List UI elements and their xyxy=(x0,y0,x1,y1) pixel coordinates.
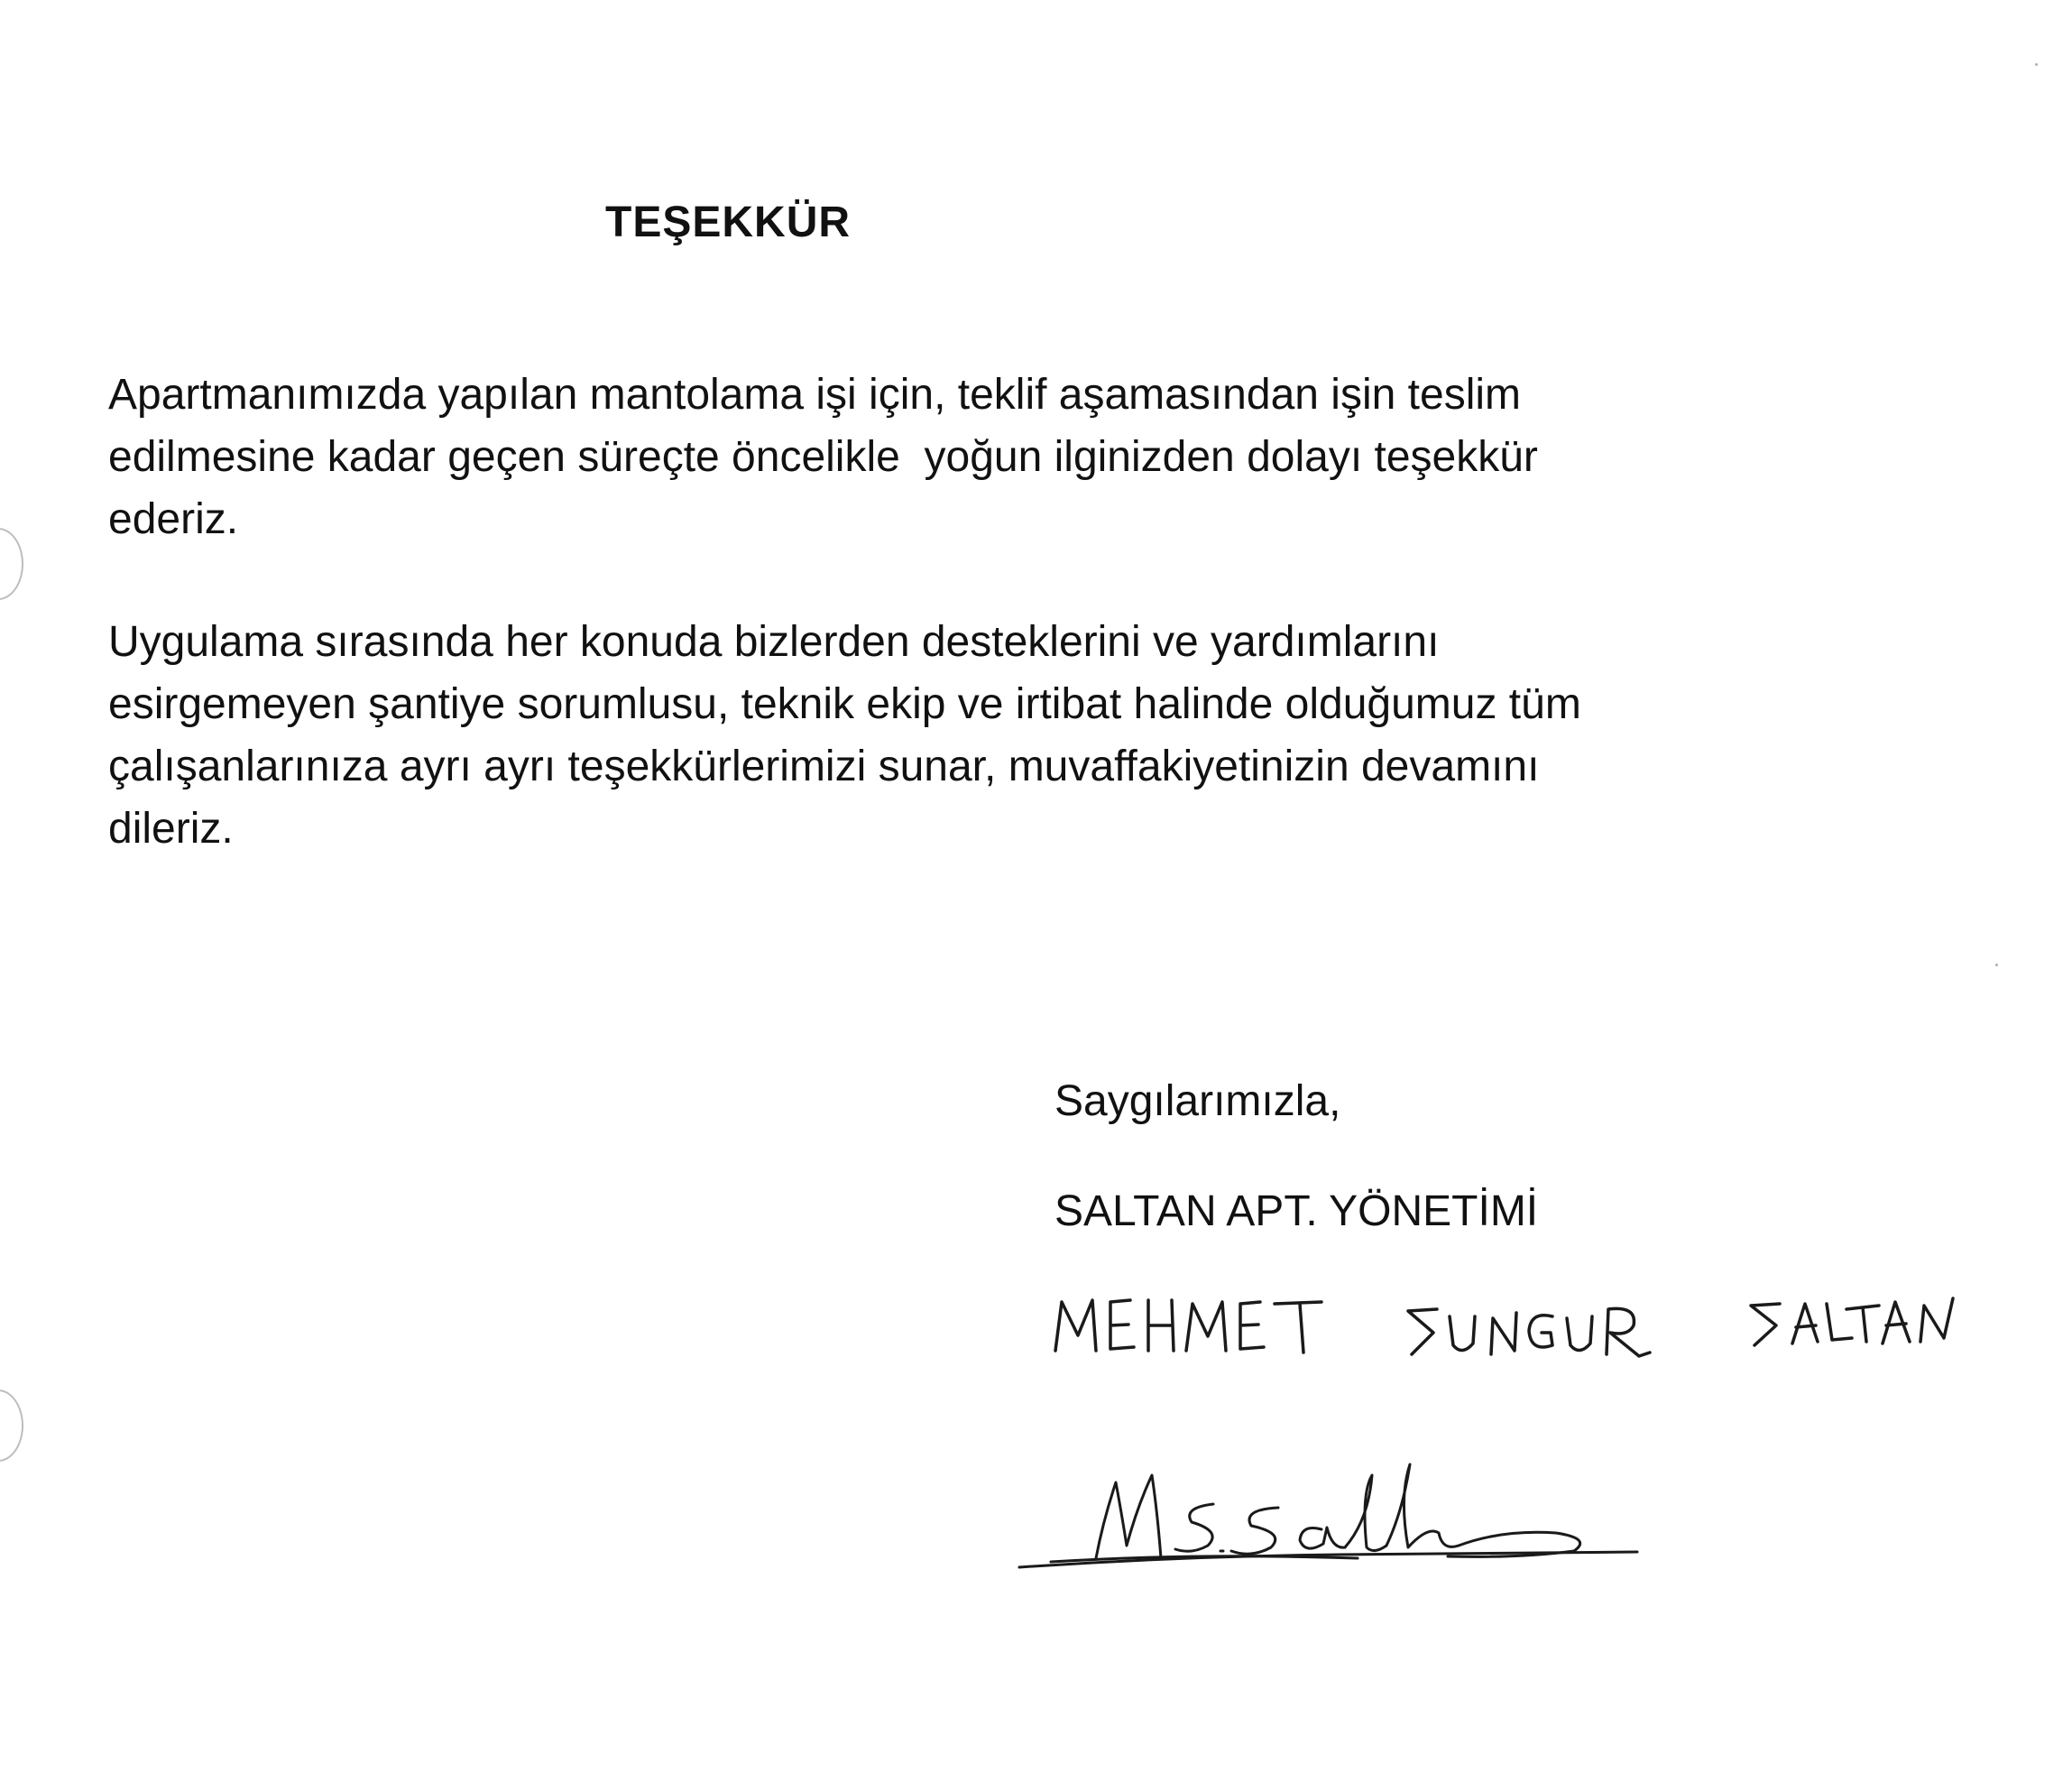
scan-speck xyxy=(1995,964,1998,966)
paragraph-1-line-1: Apartmanımızda yapılan mantolama işi için, teklif aşamasından işin teslim xyxy=(108,371,1521,419)
paragraph-2-line-3: çalışanlarınıza ayrı ayrı teşekkürlerimizi sunar, muvaffakiyetinizin devamını xyxy=(108,743,1540,790)
paragraph-1-line-3: ederiz. xyxy=(108,495,239,543)
punch-hole-top xyxy=(0,528,23,600)
paragraph-2-line-4: dileriz. xyxy=(108,805,234,853)
letter-paragraph-1 xyxy=(108,364,1538,550)
letter-paragraph-2 xyxy=(108,611,1581,860)
handwritten-name xyxy=(1051,1286,2007,1367)
closing-salutation: Saygılarımızla, xyxy=(1054,1077,1341,1125)
paragraph-2-line-2: esirgemeyen şantiye sorumlusu, teknik ekip ve irtibat halinde olduğumuz tüm xyxy=(108,680,1581,728)
scan-speck xyxy=(2035,63,2038,66)
sender-organization: SALTAN APT. YÖNETİMİ xyxy=(1054,1187,1539,1235)
paragraph-2-line-1: Uygulama sırasında her konuda bizlerden desteklerini ve yardımlarını xyxy=(108,618,1440,666)
punch-hole-bottom xyxy=(0,1389,23,1462)
letter-title: TEŞEKKÜR xyxy=(605,198,852,246)
signature xyxy=(1015,1457,1646,1593)
paragraph-1-line-2: edilmesine kadar geçen süreçte öncelikle yoğun ilginizden dolayı teşekkür xyxy=(108,433,1538,481)
